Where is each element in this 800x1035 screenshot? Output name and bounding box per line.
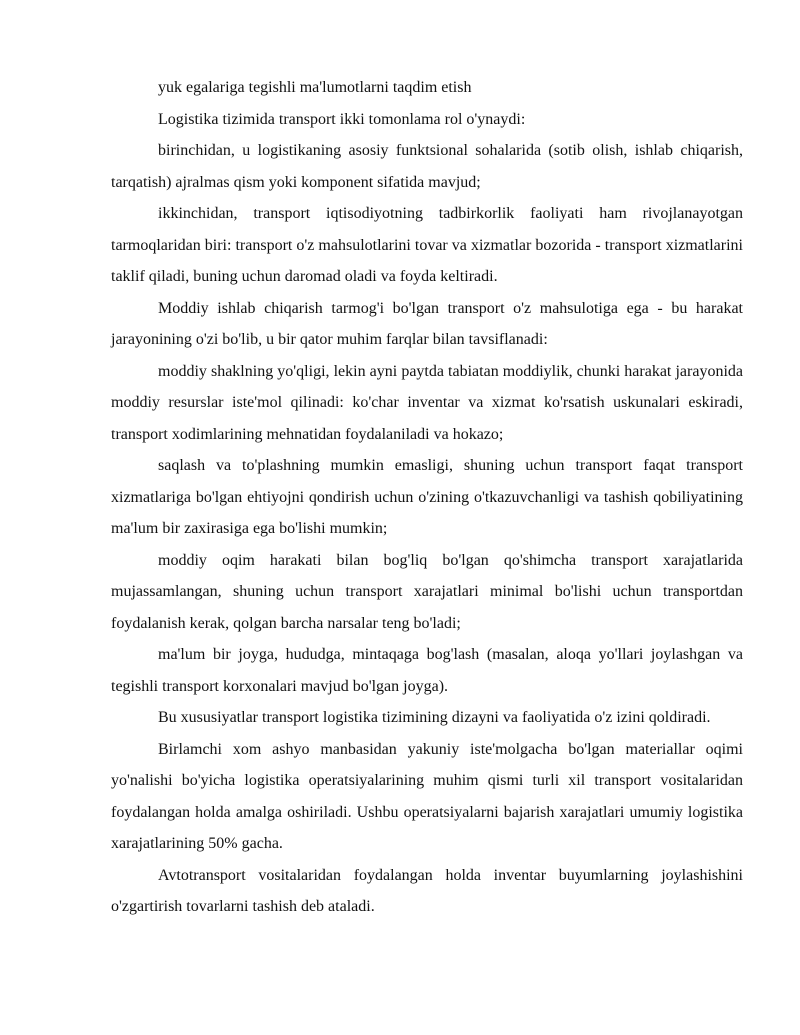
paragraph-8: moddiy oqim harakati bilan bog'liq bo'lgan qo'shimcha transport xarajatlarida mujassamlangan, shuning uchun transport xarajatlari minimal bo'lishi uchun transportdan foydalanish kerak, qolgan barcha narsalar teng bo'ladi; <box>111 551 743 632</box>
paragraph-4: ikkinchidan, transport iqtisodiyotning tadbirkorlik faoliyati ham rivojlanayotgan tarmoqlaridan biri: transport o'z mahsulotlarini tovar va xizmatlar bozorida - transport xizmatlarini taklif qiladi, buning uchun daromad oladi va foyda keltiradi. <box>111 205 743 285</box>
paragraph-11: Birlamchi xom ashyo manbasidan yakuniy iste'molgacha bo'lgan materiallar oqimi yo'nalishi bo'yicha logistika operatsiyalarining muhim qismi turli xil transport vositalaridan foydalangan holda amalga oshiriladi. Ushbu operatsiyalarni bajarish xarajatlari umumiy logistika xarajatlarining 50% gacha. <box>111 740 743 852</box>
document-page <box>111 72 743 923</box>
paragraph-5: Moddiy ishlab chiqarish tarmog'i bo'lgan transport o'z mahsulotiga ega - bu harakat jarayonining o'zi bo'lib, u bir qator muhim farqlar bilan tavsiflanadi: <box>111 299 743 348</box>
paragraph-9: ma'lum bir joyga, hududga, mintaqaga bog'lash (masalan, aloqa yo'llari joylashgan va tegishli transport korxonalari mavjud bo'lgan joyga). <box>111 646 743 695</box>
paragraph-6: moddiy shaklning yo'qligi, lekin ayni paytda tabiatan moddiylik, chunki harakat jarayonida moddiy resurslar iste'mol qilinadi: ko'char inventar va xizmat ko'rsatish uskunalari eskiradi, transport xodimlarining mehnatidan foydalaniladi va hokazo; <box>111 362 743 443</box>
paragraph-1: yuk egalariga tegishli ma'lumotlarni taqdim etish <box>158 79 472 96</box>
paragraph-12: Avtotransport vositalaridan foydalangan holda inventar buyumlarning joylashishini o'zgartirish tovarlarni tashish deb ataladi. <box>111 866 743 915</box>
paragraph-7: saqlash va to'plashning mumkin emasligi, shuning uchun transport faqat transport xizmatlariga bo'lgan ehtiyojni qondirish uchun o'zining o'tkazuvchanligi va tashish qobiliyatining ma'lum bir zaxirasiga ega bo'lishi mumkin; <box>111 457 743 537</box>
paragraph-3: birinchidan, u logistikaning asosiy funktsional sohalarida (sotib olish, ishlab chiqarish, tarqatish) ajralmas qism yoki komponent sifatida mavjud; <box>111 142 743 191</box>
paragraph-10: Bu xususiyatlar transport logistika tizimining dizayni va faoliyatida o'z izini qoldiradi. <box>158 709 711 726</box>
paragraph-2: Logistika tizimida transport ikki tomonlama rol o'ynaydi: <box>158 110 526 128</box>
